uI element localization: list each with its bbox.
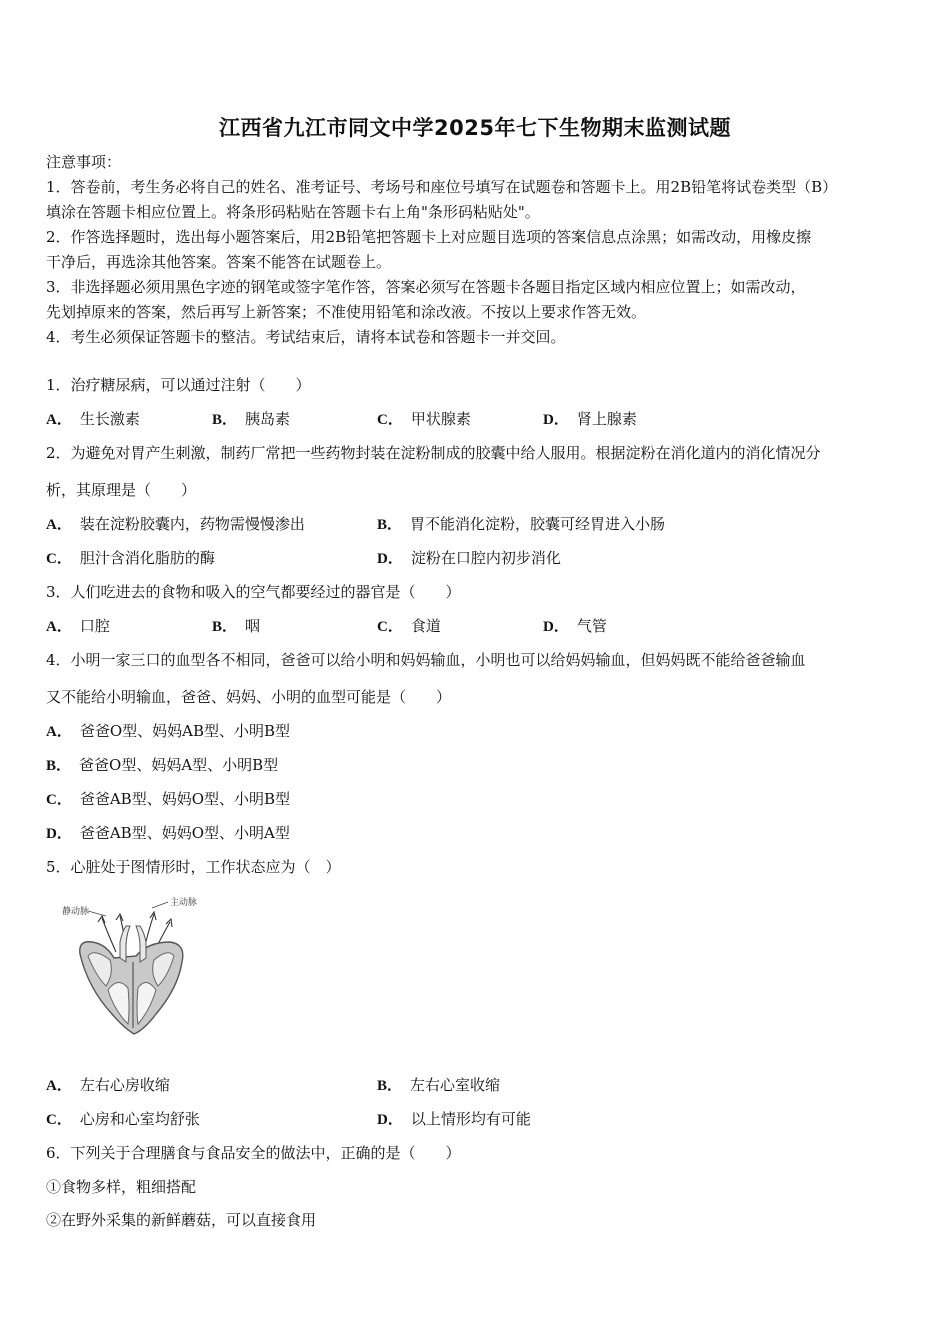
option-letter: B． (46, 758, 72, 774)
option-letter: D． (543, 619, 569, 635)
question-4-option-b[interactable] (46, 755, 278, 776)
option-letter: C． (46, 792, 72, 808)
question-3-stem: 3．人们吃进去的食物和吸入的空气都要经过的器官是（ ） (46, 583, 461, 601)
option-letter: C． (377, 619, 403, 635)
option-letter: B． (377, 1078, 403, 1094)
option-text: 爸爸O型、妈妈A型、小明B型 (79, 756, 279, 774)
question-2-option-d[interactable] (377, 548, 561, 569)
question-3-option-c[interactable] (377, 616, 441, 637)
option-letter: A． (46, 412, 72, 428)
question-5-stem: 5．心脏处于图情形时，工作状态应为（ ） (46, 858, 341, 876)
question-2-option-c[interactable] (46, 548, 215, 569)
option-text: 咽 (245, 617, 261, 635)
question-3-option-a[interactable] (46, 616, 110, 637)
question-6-item: ①食物多样，粗细搭配 (46, 1178, 197, 1196)
option-text: 以上情形均有可能 (410, 1110, 531, 1128)
notes-line: 4．考生必须保证答题卡的整洁。考试结束后，请将本试卷和答题卡一并交回。 (46, 328, 566, 346)
question-5-option-a[interactable] (46, 1075, 170, 1096)
notes-line: 3．非选择题必须用黑色字迹的钢笔或签字笔作答，答案必须写在答题卡各题目指定区域内相应位置上；如需改动， (46, 278, 806, 296)
option-letter: B． (212, 619, 238, 635)
option-text: 食道 (410, 617, 441, 635)
option-text: 口腔 (79, 617, 110, 635)
option-letter: B． (212, 412, 238, 428)
notes-line: 2．作答选择题时，选出每小题答案后，用2B铅笔把答题卡上对应题目选项的答案信息点涂黑；如需改动，用橡皮擦 (46, 228, 812, 246)
question-1-option-b[interactable] (212, 409, 290, 430)
question-5-option-c[interactable] (46, 1109, 200, 1130)
question-1-option-a[interactable] (46, 409, 140, 430)
option-letter: D． (46, 826, 72, 842)
option-text: 生长激素 (79, 410, 140, 428)
notes-line: 填涂在答题卡相应位置上。将条形码粘贴在答题卡右上角"条形码粘贴处"。 (46, 203, 540, 221)
page-title: 江西省九江市同文中学2025年七下生物期末监测试题 (219, 116, 731, 140)
option-letter: A． (46, 517, 72, 533)
option-letter: C． (46, 1112, 72, 1128)
question-4-stem: 又不能给小明输血，爸爸、妈妈、小明的血型可能是（ ） (46, 688, 452, 706)
question-5-option-d[interactable] (377, 1109, 531, 1130)
option-text: 肾上腺素 (576, 410, 637, 428)
option-text: 爸爸O型、妈妈AB型、小明B型 (79, 722, 291, 740)
question-6-stem: 6．下列关于合理膳食与食品安全的做法中，正确的是（ ） (46, 1144, 461, 1162)
option-text: 气管 (576, 617, 607, 635)
option-text: 装在淀粉胶囊内，药物需慢慢渗出 (79, 515, 305, 533)
option-letter: B． (377, 517, 403, 533)
option-text: 淀粉在口腔内初步消化 (410, 549, 561, 567)
heart-diagram (58, 892, 218, 1042)
option-text: 胃不能消化淀粉，胶囊可经胃进入小肠 (410, 515, 666, 533)
question-3-option-b[interactable] (212, 616, 260, 637)
option-text: 胰岛素 (245, 410, 291, 428)
question-4-option-d[interactable] (46, 823, 290, 844)
option-letter: A． (46, 619, 72, 635)
option-text: 左右心房收缩 (79, 1076, 170, 1094)
option-text: 心房和心室均舒张 (79, 1110, 200, 1128)
notes-line: 1．答卷前，考生务必将自己的姓名、准考证号、考场号和座位号填写在试题卷和答题卡上。用2B铅笔将试卷类型（B） (46, 178, 838, 196)
option-text: 左右心室收缩 (410, 1076, 501, 1094)
option-letter: A． (46, 724, 72, 740)
option-text: 爸爸AB型、妈妈O型、小明A型 (79, 824, 290, 842)
notes-heading: 注意事项： (46, 153, 122, 171)
question-3-option-d[interactable] (543, 616, 607, 637)
question-4-option-a[interactable] (46, 721, 290, 742)
option-letter: D． (543, 412, 569, 428)
notes-line: 先划掉原来的答案，然后再写上新答案；不准使用铅笔和涂改液。不按以上要求作答无效。 (46, 303, 647, 321)
option-text: 胆汁含消化脂肪的酶 (79, 549, 215, 567)
option-letter: A． (46, 1078, 72, 1094)
question-1-stem: 1．治疗糖尿病，可以通过注射（ ） (46, 376, 311, 394)
leader-line (88, 911, 106, 916)
leader-line (152, 902, 168, 908)
notes-line: 干净后，再选涂其他答案。答案不能答在试题卷上。 (46, 253, 392, 271)
question-1-option-c[interactable] (377, 409, 471, 430)
question-2-option-b[interactable] (377, 514, 665, 535)
option-letter: D． (377, 551, 403, 567)
option-letter: D． (377, 1112, 403, 1128)
option-text: 甲状腺素 (410, 410, 471, 428)
figure-label-left: 静动脉 (62, 907, 90, 917)
question-2-stem: 2．为避免对胃产生刺激，制药厂常把一些药物封装在淀粉制成的胶囊中给人服用。根据淀粉在消化道内的消化情况分 (46, 444, 821, 462)
figure-label-right: 主动脉 (170, 898, 198, 908)
option-text: 爸爸AB型、妈妈O型、小明B型 (79, 790, 291, 808)
question-2-stem: 析，其原理是（ ） (46, 481, 197, 499)
option-letter: C． (46, 551, 72, 567)
question-4-option-c[interactable] (46, 789, 290, 810)
question-1-option-d[interactable] (543, 409, 637, 430)
question-2-option-a[interactable] (46, 514, 305, 535)
question-6-item: ②在野外采集的新鲜蘑菇，可以直接食用 (46, 1211, 317, 1229)
option-letter: C． (377, 412, 403, 428)
question-5-option-b[interactable] (377, 1075, 500, 1096)
question-4-stem: 4．小明一家三口的血型各不相同，爸爸可以给小明和妈妈输血，小明也可以给妈妈输血，但妈妈既不能给爸爸输血 (46, 651, 806, 669)
